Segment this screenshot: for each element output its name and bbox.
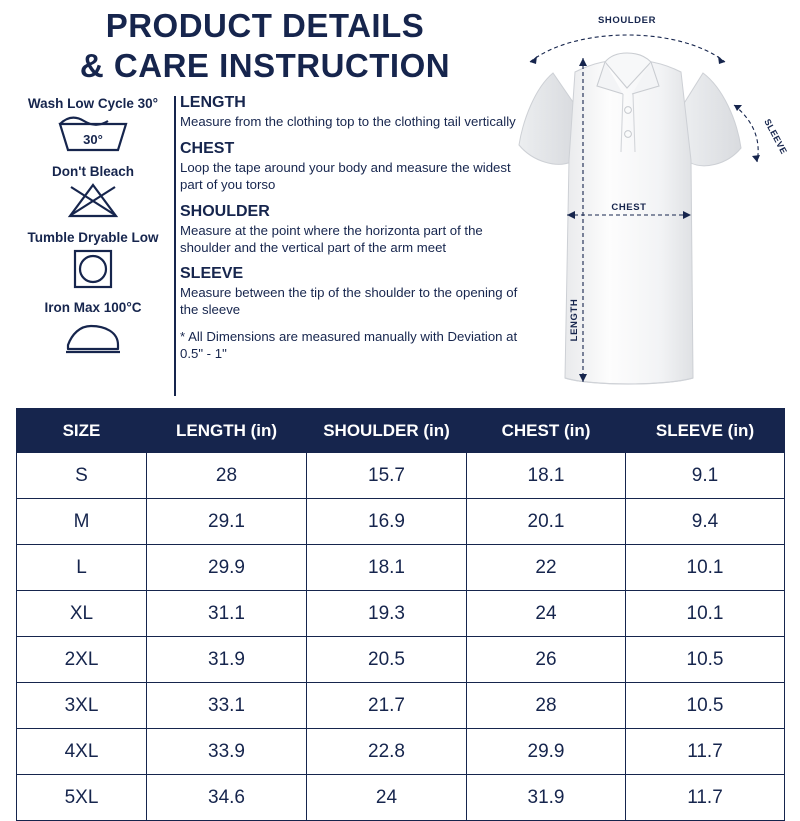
cell-size: 4XL bbox=[17, 729, 147, 775]
care-item-iron bbox=[14, 300, 172, 356]
cell-shoulder: 21.7 bbox=[307, 683, 467, 729]
column-header-length: LENGTH (in) bbox=[147, 409, 307, 453]
care-instruction-list bbox=[14, 96, 172, 366]
cell-sleeve: 11.7 bbox=[626, 729, 785, 775]
column-header-chest: CHEST (in) bbox=[467, 409, 626, 453]
cell-chest: 22 bbox=[467, 545, 626, 591]
care-item-tumble-dry bbox=[14, 230, 172, 290]
instruction-body-chest: Loop the tape around your body and measure the widest part of you torso bbox=[180, 159, 511, 192]
length-dimension-label: LENGTH bbox=[569, 298, 580, 342]
cell-sleeve: 10.1 bbox=[626, 591, 785, 637]
chest-dimension-label: CHEST bbox=[611, 202, 647, 213]
cell-shoulder: 16.9 bbox=[307, 499, 467, 545]
cell-length: 28 bbox=[147, 453, 307, 499]
table-row bbox=[17, 683, 785, 729]
cell-shoulder: 19.3 bbox=[307, 591, 467, 637]
cell-sleeve: 10.5 bbox=[626, 683, 785, 729]
table-row bbox=[17, 545, 785, 591]
instruction-body-sleeve: Measure between the tip of the shoulder to the opening of the sleeve bbox=[180, 285, 518, 318]
care-item-label: Iron Max 100°C bbox=[44, 300, 142, 315]
cell-size: S bbox=[17, 453, 147, 499]
cell-shoulder: 24 bbox=[307, 775, 467, 821]
care-item-label: Tumble Dryable Low bbox=[27, 230, 159, 245]
cell-chest: 28 bbox=[467, 683, 626, 729]
cell-chest: 20.1 bbox=[467, 499, 626, 545]
cell-size: 3XL bbox=[17, 683, 147, 729]
cell-shoulder: 20.5 bbox=[307, 637, 467, 683]
cell-chest: 24 bbox=[467, 591, 626, 637]
size-chart-table bbox=[16, 408, 785, 821]
care-item-wash bbox=[14, 96, 172, 154]
shirt-diagram bbox=[505, 10, 800, 405]
cell-length: 31.1 bbox=[147, 591, 307, 637]
table-row bbox=[17, 591, 785, 637]
cell-length: 29.9 bbox=[147, 545, 307, 591]
shoulder-dimension-label: SHOULDER bbox=[597, 15, 657, 26]
column-header-size: SIZE bbox=[17, 409, 147, 453]
table-row bbox=[17, 729, 785, 775]
cell-chest: 18.1 bbox=[467, 453, 626, 499]
svg-text:30°: 30° bbox=[83, 132, 103, 147]
cell-length: 34.6 bbox=[147, 775, 307, 821]
cell-size: M bbox=[17, 499, 147, 545]
cell-sleeve: 10.5 bbox=[626, 637, 785, 683]
tumble-dry-icon bbox=[58, 248, 128, 290]
measurement-instructions bbox=[180, 94, 520, 363]
cell-sleeve: 9.1 bbox=[626, 453, 785, 499]
page-title-line-2: & CARE INSTRUCTION bbox=[79, 47, 451, 85]
cell-chest: 26 bbox=[467, 637, 626, 683]
cell-sleeve: 10.1 bbox=[626, 545, 785, 591]
page-title-line-1: PRODUCT DETAILS bbox=[105, 7, 425, 44]
cell-size: L bbox=[17, 545, 147, 591]
measurement-deviation-note: * All Dimensions are measured manually with Deviation at 0.5" - 1" bbox=[180, 329, 518, 362]
page-title bbox=[0, 6, 530, 87]
table-row bbox=[17, 637, 785, 683]
cell-length: 31.9 bbox=[147, 637, 307, 683]
table-header-row bbox=[17, 409, 785, 453]
care-item-bleach bbox=[14, 164, 172, 220]
cell-length: 33.1 bbox=[147, 683, 307, 729]
instruction-heading-length: LENGTH bbox=[180, 94, 246, 111]
cell-shoulder: 15.7 bbox=[307, 453, 467, 499]
polo-shirt-graphic bbox=[519, 53, 741, 384]
column-header-sleeve: SLEEVE (in) bbox=[626, 409, 785, 453]
cell-shoulder: 22.8 bbox=[307, 729, 467, 775]
vertical-divider bbox=[174, 96, 176, 396]
cell-chest: 31.9 bbox=[467, 775, 626, 821]
sleeve-dimension-marker bbox=[734, 105, 789, 162]
iron-icon bbox=[55, 318, 131, 356]
cell-size: 5XL bbox=[17, 775, 147, 821]
instruction-body-length: Measure from the clothing top to the clothing tail vertically bbox=[180, 114, 516, 129]
no-bleach-triangle-icon bbox=[58, 182, 128, 220]
table-row bbox=[17, 775, 785, 821]
instruction-body-shoulder: Measure at the point where the horizonta part of the shoulder and the vertical part of the arm meet bbox=[180, 222, 483, 255]
instruction-heading-sleeve: SLEEVE bbox=[180, 265, 244, 283]
cell-sleeve: 11.7 bbox=[626, 775, 785, 821]
instruction-heading-chest: CHEST bbox=[180, 139, 235, 157]
cell-length: 29.1 bbox=[147, 499, 307, 545]
cell-length: 33.9 bbox=[147, 729, 307, 775]
cell-sleeve: 9.4 bbox=[626, 499, 785, 545]
care-item-label: Don't Bleach bbox=[52, 164, 134, 179]
size-chart bbox=[16, 408, 784, 821]
table-row bbox=[17, 499, 785, 545]
wash-tub-icon bbox=[54, 114, 132, 154]
cell-size: XL bbox=[17, 591, 147, 637]
cell-size: 2XL bbox=[17, 637, 147, 683]
cell-shoulder: 18.1 bbox=[307, 545, 467, 591]
sleeve-dimension-label: SLEEVE bbox=[762, 117, 790, 156]
table-row bbox=[17, 453, 785, 499]
care-item-label: Wash Low Cycle 30° bbox=[27, 96, 159, 111]
column-header-shoulder: SHOULDER (in) bbox=[307, 409, 467, 453]
instruction-heading-shoulder: SHOULDER bbox=[180, 202, 270, 220]
cell-chest: 29.9 bbox=[467, 729, 626, 775]
